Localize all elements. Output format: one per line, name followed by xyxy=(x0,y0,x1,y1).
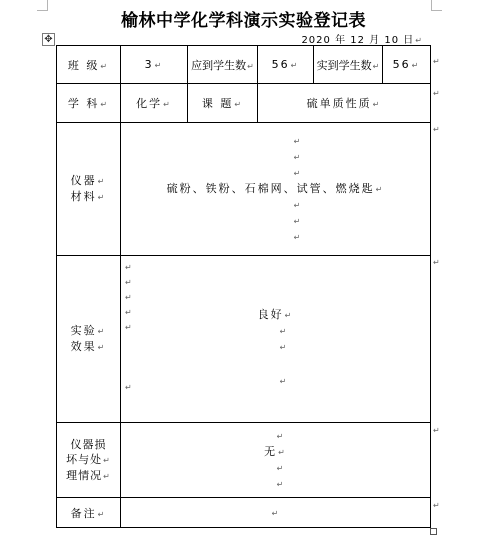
materials-label-cell[interactable]: 仪器↵ 材料↵ xyxy=(57,123,121,256)
document-title: 榆林中学化学科演示实验登记表 xyxy=(121,11,366,31)
row-end-mark: ↵ xyxy=(433,89,440,98)
damage-text: 无 xyxy=(264,445,278,458)
row-end-mark: ↵ xyxy=(433,426,440,435)
result-value-cell[interactable]: ↵ ↵ ↵ ↵ ↵ ↵ 良好↵ ↵ ↵ ↵ xyxy=(121,256,431,423)
should-attend-value-cell[interactable]: 56↵ xyxy=(258,46,314,84)
date-line: 2020 年 12 月 10 日↵ xyxy=(301,35,423,46)
materials-value-cell[interactable]: ↵ ↵ ↵ 硫粉、铁粉、石棉网、试管、燃烧匙↵ ↵ ↵ ↵ xyxy=(121,123,431,256)
topic-value-cell[interactable]: 硫单质性质↵ xyxy=(258,84,431,123)
should-attend-label-cell[interactable]: 应到学生数↵ xyxy=(188,46,258,84)
actual-attend-value-cell[interactable]: 56↵ xyxy=(383,46,431,84)
table-row-remarks xyxy=(57,498,431,528)
class-value-cell[interactable]: 3↵ xyxy=(121,46,188,84)
materials-text: 硫粉、铁粉、石棉网、试管、燃烧匙 xyxy=(166,182,375,195)
row-end-mark: ↵ xyxy=(433,125,440,134)
remarks-label-cell[interactable]: 备注↵ xyxy=(57,498,121,528)
paragraph-mark: ↵ xyxy=(415,36,423,45)
table-row-class xyxy=(57,46,431,84)
table-row-damage xyxy=(57,423,431,498)
registration-table xyxy=(56,45,431,528)
row-end-mark: ↵ xyxy=(433,258,440,267)
table-move-handle-icon[interactable]: ✥ xyxy=(42,33,55,46)
result-empty-paragraphs: ↵ ↵ ↵ ↵ ↵ ↵ xyxy=(125,263,134,392)
table-row-result xyxy=(57,256,431,423)
row-end-mark: ↵ xyxy=(433,57,440,66)
remarks-value-cell[interactable]: ↵ xyxy=(121,498,431,528)
result-label-cell[interactable]: 实验↵ 效果↵ xyxy=(57,256,121,423)
result-text: 良好 xyxy=(257,308,284,321)
topic-label-cell[interactable]: 课 题↵ xyxy=(188,84,258,123)
table-resize-handle-icon[interactable] xyxy=(430,528,437,535)
damage-value-cell[interactable]: ↵ 无↵ ↵ ↵ xyxy=(121,423,431,498)
class-label-cell[interactable]: 班 级↵ xyxy=(57,46,121,84)
subject-value-cell[interactable]: 化学↵ xyxy=(121,84,188,123)
damage-label-cell[interactable]: 仪器损 坏与处↵ 理情况↵ xyxy=(57,423,121,498)
subject-label-cell[interactable]: 学 科↵ xyxy=(57,84,121,123)
table-row-subject xyxy=(57,84,431,123)
actual-attend-label-cell[interactable]: 实到学生数↵ xyxy=(314,46,383,84)
table-row-materials xyxy=(57,123,431,256)
row-end-mark: ↵ xyxy=(433,501,440,510)
